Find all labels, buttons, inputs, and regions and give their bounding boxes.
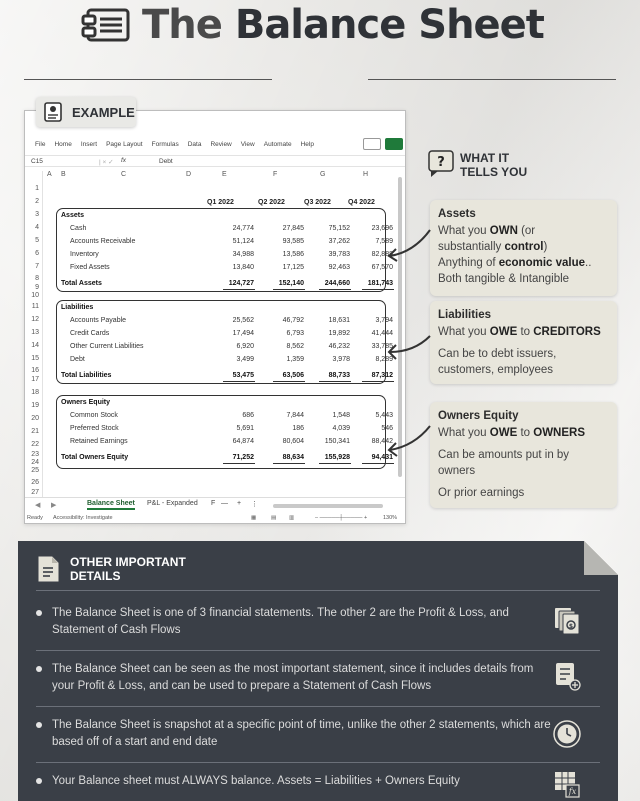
sheet-tabs: [25, 497, 405, 511]
cell-value[interactable]: 3,794: [375, 317, 393, 324]
total-value[interactable]: 124,727: [228, 280, 254, 287]
total-value[interactable]: 88,634: [282, 454, 304, 461]
cell-value[interactable]: 18,631: [328, 317, 350, 324]
cell-value[interactable]: 1,359: [286, 356, 304, 363]
total-value[interactable]: 63,506: [282, 372, 304, 379]
assets-note-line2: substantially control): [438, 241, 548, 253]
total-value[interactable]: 244,660: [324, 280, 350, 287]
row-number[interactable]: 25: [31, 467, 39, 474]
formula-bar: [25, 155, 405, 167]
cell-value[interactable]: 33,785: [371, 343, 393, 350]
ribbon-insert[interactable]: Insert: [80, 140, 98, 148]
col-header-b[interactable]: B: [61, 171, 66, 178]
ribbon-view[interactable]: View: [240, 140, 255, 148]
row-number[interactable]: 8: [35, 275, 39, 282]
row-number[interactable]: 12: [31, 316, 39, 323]
row-number[interactable]: 16: [31, 367, 39, 374]
cell-value[interactable]: 7,844: [286, 412, 304, 419]
total-underline: [273, 381, 305, 382]
total-label[interactable]: Total Assets: [61, 280, 102, 287]
arrow-assets-icon: [384, 226, 434, 266]
header-rule-left: [24, 79, 272, 80]
cell-value[interactable]: 686: [242, 412, 254, 419]
cell-value[interactable]: 39,783: [328, 251, 350, 258]
document-list-icon: [80, 6, 132, 46]
cell-value[interactable]: 46,792: [282, 317, 304, 324]
zoom-level[interactable]: 130%: [383, 515, 398, 521]
row-number[interactable]: 21: [31, 428, 39, 435]
row-number[interactable]: 11: [31, 303, 39, 310]
row-number[interactable]: 7: [35, 263, 39, 270]
quarter-header[interactable]: Q3 2022: [304, 199, 331, 206]
checklist-add-icon: [552, 661, 582, 691]
cell-value[interactable]: 92,463: [328, 264, 350, 271]
cell-value[interactable]: 93,585: [282, 238, 304, 245]
detail-text: Your Balance sheet must ALWAYS balance. Assets = Liabilities + Owners Equity: [52, 775, 460, 787]
tab-next-icon[interactable]: ▶: [51, 502, 57, 509]
cell-value[interactable]: 17,494: [232, 330, 254, 337]
total-underline: [362, 381, 394, 382]
status-bar: [25, 512, 405, 524]
assets-heading[interactable]: Assets: [61, 212, 84, 219]
assets-note: [430, 200, 617, 296]
row-label[interactable]: Common Stock: [70, 412, 118, 419]
details-divider: [36, 706, 600, 707]
row-label[interactable]: Preferred Stock: [70, 425, 119, 432]
cell-value[interactable]: 88,442: [371, 438, 393, 445]
quarter-header[interactable]: Q1 2022: [207, 199, 234, 206]
page-title-part2: Balance Sheet: [234, 2, 544, 48]
total-underline: [319, 289, 351, 290]
page-title-part1: The: [142, 2, 235, 48]
equity-note: [430, 402, 617, 508]
col-header-d[interactable]: D: [186, 171, 192, 178]
ribbon-menu: [25, 137, 405, 151]
total-underline: [319, 463, 351, 464]
total-underline: [223, 463, 255, 464]
row-number[interactable]: 2: [35, 198, 39, 205]
page-layout-icon[interactable]: ▤: [271, 515, 277, 521]
spreadsheet-formula-icon: [552, 769, 582, 799]
row-number[interactable]: 9: [35, 284, 39, 291]
row-number[interactable]: 6: [35, 250, 39, 257]
total-label[interactable]: Total Liabilities: [61, 372, 112, 379]
details-title-line1: OTHER IMPORTANT: [70, 555, 186, 569]
details-title-line2: DETAILS: [70, 569, 121, 583]
formula-input[interactable]: Debt: [159, 158, 173, 165]
row-label[interactable]: Retained Earnings: [70, 438, 128, 445]
assets-note-line1: What you OWN (or: [438, 225, 536, 237]
name-box[interactable]: C15: [31, 158, 43, 165]
cell-value[interactable]: 75,152: [328, 225, 350, 232]
total-underline: [273, 463, 305, 464]
cell-value[interactable]: 3,978: [332, 356, 350, 363]
cell-value[interactable]: 82,888: [371, 251, 393, 258]
liabilities-note-line1: What you OWE to CREDITORS: [438, 326, 601, 338]
tab-balance-sheet[interactable]: Balance Sheet: [87, 500, 135, 510]
page-title: [142, 2, 544, 48]
detail-text: The Balance Sheet is snapshot at a specific point of time, unlike the other 2 statements, which are based off of a start and end date: [52, 719, 551, 748]
tab-more[interactable]: F: [211, 500, 216, 507]
total-underline: [223, 289, 255, 290]
cell-value[interactable]: 1,548: [332, 412, 350, 419]
list-item: [36, 717, 551, 753]
question-icon: [428, 150, 454, 178]
total-value[interactable]: 152,140: [278, 280, 304, 287]
fx-icon[interactable]: fx: [121, 157, 127, 164]
row-number[interactable]: 10: [31, 292, 39, 299]
quarter-header[interactable]: Q2 2022: [258, 199, 285, 206]
cell-value[interactable]: 8,289: [375, 356, 393, 363]
cell-value[interactable]: 67,570: [371, 264, 393, 271]
list-item: [36, 605, 546, 641]
quarter-header[interactable]: Q4 2022: [348, 199, 375, 206]
total-value[interactable]: 181,743: [367, 280, 393, 287]
row-number[interactable]: 19: [31, 402, 39, 409]
total-value[interactable]: 53,475: [232, 372, 254, 379]
list-item: [36, 773, 546, 793]
total-value[interactable]: 94,431: [371, 454, 393, 461]
clock-icon: [552, 719, 582, 749]
statements-stack-icon: [552, 606, 582, 636]
cell-value[interactable]: 13,840: [232, 264, 254, 271]
row-label[interactable]: Inventory: [70, 251, 99, 258]
total-value[interactable]: 88,733: [328, 372, 350, 379]
header-rule-right: [368, 79, 616, 80]
total-underline: [362, 289, 394, 290]
accessibility-status[interactable]: Accessibility: Investigate: [53, 515, 113, 521]
tab-scroll-icon[interactable]: —: [221, 500, 228, 507]
row-label[interactable]: Fixed Assets: [70, 264, 110, 271]
total-label[interactable]: Total Owners Equity: [61, 454, 129, 461]
cell-value[interactable]: 23,696: [371, 225, 393, 232]
equity-note-line3: Or prior earnings: [438, 487, 525, 499]
col-header-a[interactable]: A: [47, 171, 52, 178]
cell-value[interactable]: 17,125: [282, 264, 304, 271]
cell-value[interactable]: 51,124: [232, 238, 254, 245]
what-it-tells-line1: WHAT IT: [460, 151, 510, 165]
cell-value[interactable]: 5,691: [236, 425, 254, 432]
row-label[interactable]: Credit Cards: [70, 330, 110, 337]
row-number[interactable]: 3: [35, 211, 39, 218]
cell-value[interactable]: 6,920: [236, 343, 254, 350]
row-number[interactable]: 13: [31, 329, 39, 336]
comments-icon[interactable]: [363, 138, 381, 150]
total-value[interactable]: 155,928: [324, 454, 350, 461]
liabilities-note: [430, 301, 617, 384]
liabilities-note-heading: Liabilities: [438, 309, 492, 321]
ribbon-file[interactable]: File: [35, 140, 46, 148]
col-header-e[interactable]: E: [222, 171, 227, 178]
ribbon-data[interactable]: Data: [187, 140, 202, 148]
row-number[interactable]: 4: [35, 224, 39, 231]
row-number[interactable]: 24: [31, 459, 39, 466]
cell-value[interactable]: 25,562: [232, 317, 254, 324]
col-header-c[interactable]: C: [121, 171, 127, 178]
cell-value[interactable]: 19,892: [328, 330, 350, 337]
cell-value[interactable]: 7,589: [375, 238, 393, 245]
row-number[interactable]: 18: [31, 389, 39, 396]
add-sheet-button[interactable]: +: [237, 500, 242, 507]
details-divider: [36, 762, 600, 763]
row-label[interactable]: Cash: [70, 225, 87, 232]
row-number[interactable]: 1: [35, 185, 39, 192]
cell-value[interactable]: 46,232: [328, 343, 350, 350]
tab-pl-expanded[interactable]: P&L - Expanded: [147, 500, 198, 507]
bullet-icon: [36, 722, 42, 728]
equity-note-heading: Owners Equity: [438, 410, 519, 422]
col-header-h[interactable]: H: [363, 171, 369, 178]
total-value[interactable]: 71,252: [232, 454, 254, 461]
bullet-icon: [36, 666, 42, 672]
total-underline: [319, 381, 351, 382]
row-number[interactable]: 5: [35, 237, 39, 244]
liabilities-note-line2: Can be to debt issuers, customers, employees: [438, 348, 557, 376]
cell-value[interactable]: 3,499: [236, 356, 254, 363]
assets-block: [56, 208, 393, 292]
ribbon-formulas[interactable]: Formulas: [151, 140, 179, 148]
row-number[interactable]: 17: [31, 376, 39, 383]
row-label[interactable]: Accounts Receivable: [70, 238, 136, 245]
more-options-icon[interactable]: ⋮: [251, 501, 258, 508]
svg-text:?: ?: [437, 155, 445, 170]
cell-value[interactable]: 8,562: [286, 343, 304, 350]
list-item: [36, 661, 546, 697]
equity-block: [56, 395, 393, 469]
cell-value[interactable]: 80,604: [282, 438, 304, 445]
equity-heading[interactable]: Owners Equity: [61, 399, 111, 406]
svg-text:$: $: [568, 623, 574, 630]
row-number[interactable]: 23: [31, 451, 39, 458]
detail-text: The Balance Sheet is one of 3 financial statements. The other 2 are the Profit & Loss, and Statement of Cash Flows: [52, 607, 509, 636]
cell-value[interactable]: 6,793: [286, 330, 304, 337]
share-icon[interactable]: [385, 138, 403, 150]
row-header-divider: [42, 171, 43, 497]
example-label: EXAMPLE: [72, 105, 135, 120]
row-label[interactable]: Debt: [70, 356, 85, 363]
ribbon-review[interactable]: Review: [210, 140, 232, 148]
status-ready: Ready: [27, 515, 43, 521]
example-badge: [36, 97, 136, 127]
cell-value[interactable]: 64,874: [232, 438, 254, 445]
details-divider: [36, 590, 600, 591]
total-underline: [362, 463, 394, 464]
row-number[interactable]: 15: [31, 355, 39, 362]
cell-value[interactable]: 41,444: [371, 330, 393, 337]
cell-value[interactable]: 4,039: [332, 425, 350, 432]
what-it-tells-title: [460, 151, 527, 179]
arrow-liabilities-icon: [384, 330, 434, 366]
arrow-equity-icon: [384, 420, 434, 460]
liabilities-heading[interactable]: Liabilities: [61, 304, 94, 311]
row-number[interactable]: 20: [31, 415, 39, 422]
ribbon-help[interactable]: Help: [300, 140, 314, 148]
liabilities-block: [56, 300, 393, 384]
cell-value[interactable]: 37,262: [328, 238, 350, 245]
cell-value[interactable]: 5,443: [375, 412, 393, 419]
cell-value[interactable]: 27,845: [282, 225, 304, 232]
what-it-tells-line2: TELLS YOU: [460, 165, 528, 179]
col-header-f[interactable]: F: [273, 171, 278, 178]
header: [0, 0, 640, 60]
cell-value[interactable]: 13,586: [282, 251, 304, 258]
assets-note-line3: Anything of economic value..: [438, 257, 592, 269]
row-label[interactable]: Accounts Payable: [70, 317, 127, 324]
row-number[interactable]: 27: [31, 489, 39, 496]
panel-fold-corner: [584, 541, 618, 575]
total-underline: [273, 289, 305, 290]
row-label[interactable]: Other Current Liabilities: [70, 343, 144, 350]
total-underline: [223, 381, 255, 382]
document-info-icon: [36, 555, 62, 583]
normal-view-icon[interactable]: ▦: [251, 515, 257, 521]
svg-text:fx: fx: [568, 787, 577, 796]
assets-note-heading: Assets: [438, 208, 476, 220]
details-title: [70, 555, 186, 583]
col-header-g[interactable]: G: [320, 171, 326, 178]
spreadsheet-window: [24, 110, 406, 524]
equity-note-line2: Can be amounts put in by owners: [438, 449, 570, 477]
zoom-slider[interactable]: – ─────┼───── +: [315, 515, 368, 521]
ribbon-automate[interactable]: Automate: [263, 140, 292, 148]
ribbon-home[interactable]: Home: [54, 140, 72, 148]
formula-buttons[interactable]: | × ✓: [99, 159, 114, 166]
details-divider: [36, 650, 600, 651]
cell-value[interactable]: 24,774: [232, 225, 254, 232]
equity-note-line1: What you OWE to OWNERS: [438, 427, 585, 439]
cell-value[interactable]: 546: [381, 425, 393, 432]
row-number[interactable]: 22: [31, 441, 39, 448]
example-icon: [42, 101, 64, 123]
horizontal-scrollbar[interactable]: [273, 504, 383, 508]
detail-text: The Balance Sheet can be seen as the most important statement, since it includes details from your Profit & Loss, and can be used to prepare a Statement of Cash Flows: [52, 663, 534, 692]
cell-value[interactable]: 186: [292, 425, 304, 432]
tab-prev-icon[interactable]: ◀: [35, 502, 41, 509]
row-number[interactable]: 14: [31, 342, 39, 349]
bullet-icon: [36, 610, 42, 616]
total-value[interactable]: 87,312: [371, 372, 393, 379]
row-number[interactable]: 26: [31, 479, 39, 486]
page-break-icon[interactable]: ▥: [289, 515, 295, 521]
cell-value[interactable]: 34,988: [232, 251, 254, 258]
cell-value[interactable]: 150,341: [324, 438, 350, 445]
bullet-icon: [36, 778, 42, 784]
ribbon-page-layout[interactable]: Page Layout: [106, 140, 143, 148]
assets-note-line4: Both tangible & Intangible: [438, 273, 570, 285]
